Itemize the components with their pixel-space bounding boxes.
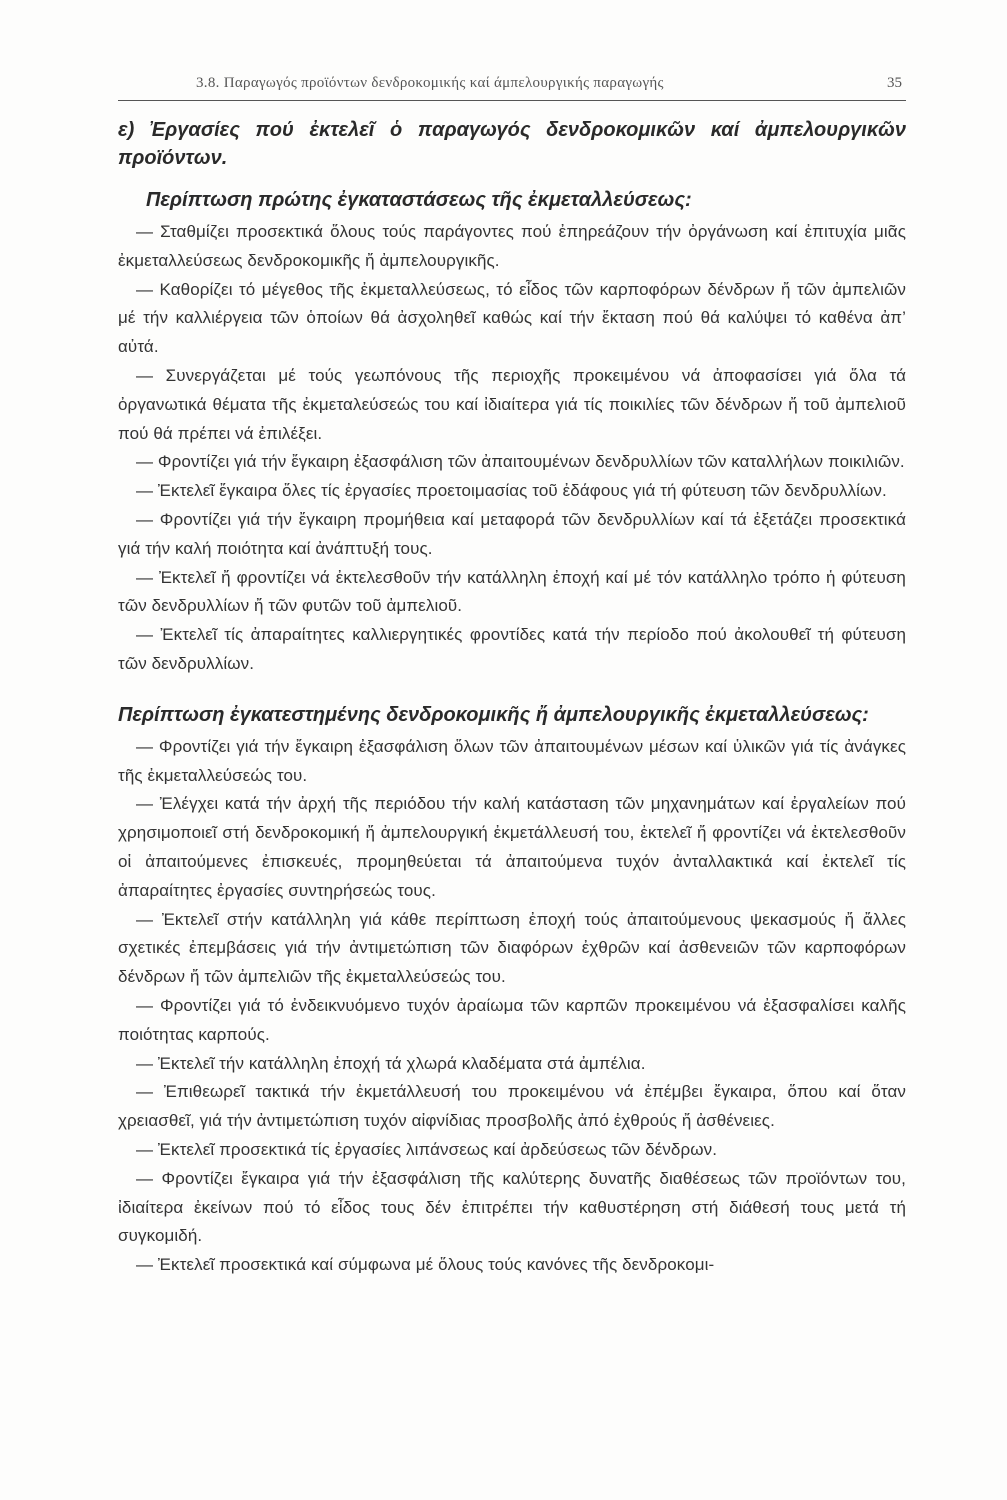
- section-title: ε) Ἐργασίες πού ἐκτελεῖ ὁ παραγωγός δενδροκομικῶν καί ἀμπελουργικῶν προϊόντων.: [118, 119, 906, 169]
- case1-paragraph: — Σταθμίζει προσεκτικά ὅλους τούς παράγοντες πού ἐπηρεάζουν τήν ὀργάνωση καί ἐπιτυχία μιᾶς ἐκμεταλλεύσεως δενδροκομικῆς ἤ ἀμπελουργικῆς.: [118, 222, 906, 270]
- case1-paragraph: — Ἐκτελεῖ ἔγκαιρα ὅλες τίς ἐργασίες προετοιμασίας τοῦ ἐδάφους γιά τή φύτευση τῶν δενδρυλλίων.: [136, 481, 887, 501]
- case2-paragraph: — Ἐκτελεῖ προσεκτικά καί σύμφωνα μέ ὅλους τούς κανόνες τῆς δενδροκομι-: [136, 1255, 715, 1275]
- running-header-title: 3.8. Παραγωγός προϊόντων δενδροκομικής καί άμπελουργικής παραγωγής: [196, 75, 664, 91]
- running-header: [118, 70, 906, 101]
- case1-heading: Περίπτωση πρώτης ἐγκαταστάσεως τῆς ἐκμεταλλεύσεως:: [146, 189, 692, 211]
- case1-paragraph: — Ἐκτελεῖ ἤ φροντίζει νά ἐκτελεσθοῦν τήν κατάλληλη ἐποχή καί μέ τόν κατάλληλο τρόπο ἡ φύτευση τῶν δενδρυλλίων ἤ τῶν φυτῶν τοῦ ἀμπελιοῦ.: [118, 567, 906, 616]
- case2-paragraph: — Φροντίζει γιά τήν ἔγκαιρη ἐξασφάλιση ὅλων τῶν ἀπαιτουμένων μέσων καί ὑλικῶν γιά τίς ἀνάγκες τῆς ἐκμεταλλεύσεώς του.: [118, 736, 906, 785]
- case2-paragraph: — Φροντίζει γιά τό ἐνδεικνυόμενο τυχόν ἀραίωμα τῶν καρπῶν προκειμένου νά ἐξασφαλίσει καλῆς ποιότητας καρπούς.: [118, 995, 906, 1044]
- case2-paragraph: — Ἐκτελεῖ στήν κατάλληλη γιά κάθε περίπτωση ἐποχή τούς ἀπαιτούμενους ψεκασμούς ἤ ἄλλες σχετικές ἐπεμβάσεις γιά τήν ἀντιμετώπιση τῶν διαφόρων ἐχθρῶν καί ἀσθενειῶν τῶν καρποφόρων δένδρων ἤ τῶν ἀμπελιῶν τῆς ἐκμεταλλεύσεώς του.: [118, 909, 906, 987]
- case2-heading: Περίπτωση ἐγκατεστημένης δενδροκομικῆς ἤ ἀμπελουργικῆς ἐκμεταλλεύσεως:: [118, 703, 869, 726]
- case1-paragraph: — Καθορίζει τό μέγεθος τῆς ἐκμεταλλεύσεως, τό εἶδος τῶν καρποφόρων δένδρων ἤ τῶν ἀμπελιῶν μέ τήν καλλιέργεια τῶν ὁποίων θά ἀσχοληθεῖ καθώς καί τήν ἔκταση πού θά καλύψει τό καθένα ἀπ’ αὐτά.: [118, 279, 906, 357]
- case1-paragraph: — Ἐκτελεῖ τίς ἀπαραίτητες καλλιεργητικές φροντίδες κατά τήν περίοδο πού ἀκολουθεῖ τή φύτευση τῶν δενδρυλλίων.: [118, 625, 906, 673]
- case2-paragraph: — Ἐκτελεῖ προσεκτικά τίς ἐργασίες λιπάνσεως καί ἀρδεύσεως τῶν δένδρων.: [136, 1139, 718, 1159]
- case2-paragraph: — Ἐλέγχει κατά τήν ἀρχή τῆς περιόδου τήν καλή κατάσταση τῶν μηχανημάτων καί ἐργαλείων πού χρησιμοποιεῖ στή δενδροκομική ἤ ἀμπελουργική ἐκμετάλλευσή του, ἐκτελεῖ ἤ φροντίζει νά ἐκτελεσθοῦν οἱ ἀπαιτούμενες ἐπισκευές, προμηθεύεται τά ἀπαιτούμενα τυχόν ἀνταλλακτικά καί ἐκτελεῖ τίς ἀπαραίτητες ἐργασίες συντηρήσεώς τους.: [118, 794, 906, 900]
- case2-paragraph: — Ἐκτελεῖ τήν κατάλληλη ἐποχή τά χλωρά κλαδέματα στά ἀμπέλια.: [136, 1053, 646, 1073]
- case1-paragraph: — Συνεργάζεται μέ τούς γεωπόνους τῆς περιοχῆς προκειμένου νά ἀποφασίσει γιά ὅλα τά ὀργανωτικά θέματα τῆς ἐκμεταλεύσεώς του καί ἰδιαίτερα γιά τίς ποικιλίες τῶν δένδρων ἤ τοῦ ἀμπελιοῦ πού θά πρέπει νά ἐπιλέξει.: [118, 365, 906, 443]
- case2-paragraph: — Φροντίζει ἔγκαιρα γιά τήν ἐξασφάλιση τῆς καλύτερης δυνατῆς διαθέσεως τῶν προϊόντων του, ἰδιαίτερα ἐκείνων πού τό εἶδος τους δέν ἐπιτρέπει τήν καθυστέρηση στή διάθεσή τους μετά τή συγκομιδή.: [118, 1168, 906, 1246]
- case1-paragraph: — Φροντίζει γιά τήν ἔγκαιρη ἐξασφάλιση τῶν ἀπαιτουμένων δενδρυλλίων τῶν καταλλήλων ποικιλιῶν.: [136, 452, 905, 472]
- page-number: 35: [887, 75, 902, 91]
- page-body: [118, 116, 906, 1280]
- case1-paragraph: — Φροντίζει γιά τήν ἔγκαιρη προμήθεια καί μεταφορά τῶν δενδρυλλίων καί τά ἐξετάζει προσεκτικά γιά τήν καλή ποιότητα καί ἀνάπτυξή τους.: [118, 509, 906, 558]
- case2-paragraph: — Ἐπιθεωρεῖ τακτικά τήν ἐκμετάλλευσή του προκειμένου νά ἐπέμβει ἔγκαιρα, ὅπου καί ὅταν χρειασθεῖ, γιά τήν ἀντιμετώπιση τυχόν αἰφνίδιας προσβολῆς ἀπό ἐχθρούς ἤ ἀσθένειες.: [118, 1082, 906, 1131]
